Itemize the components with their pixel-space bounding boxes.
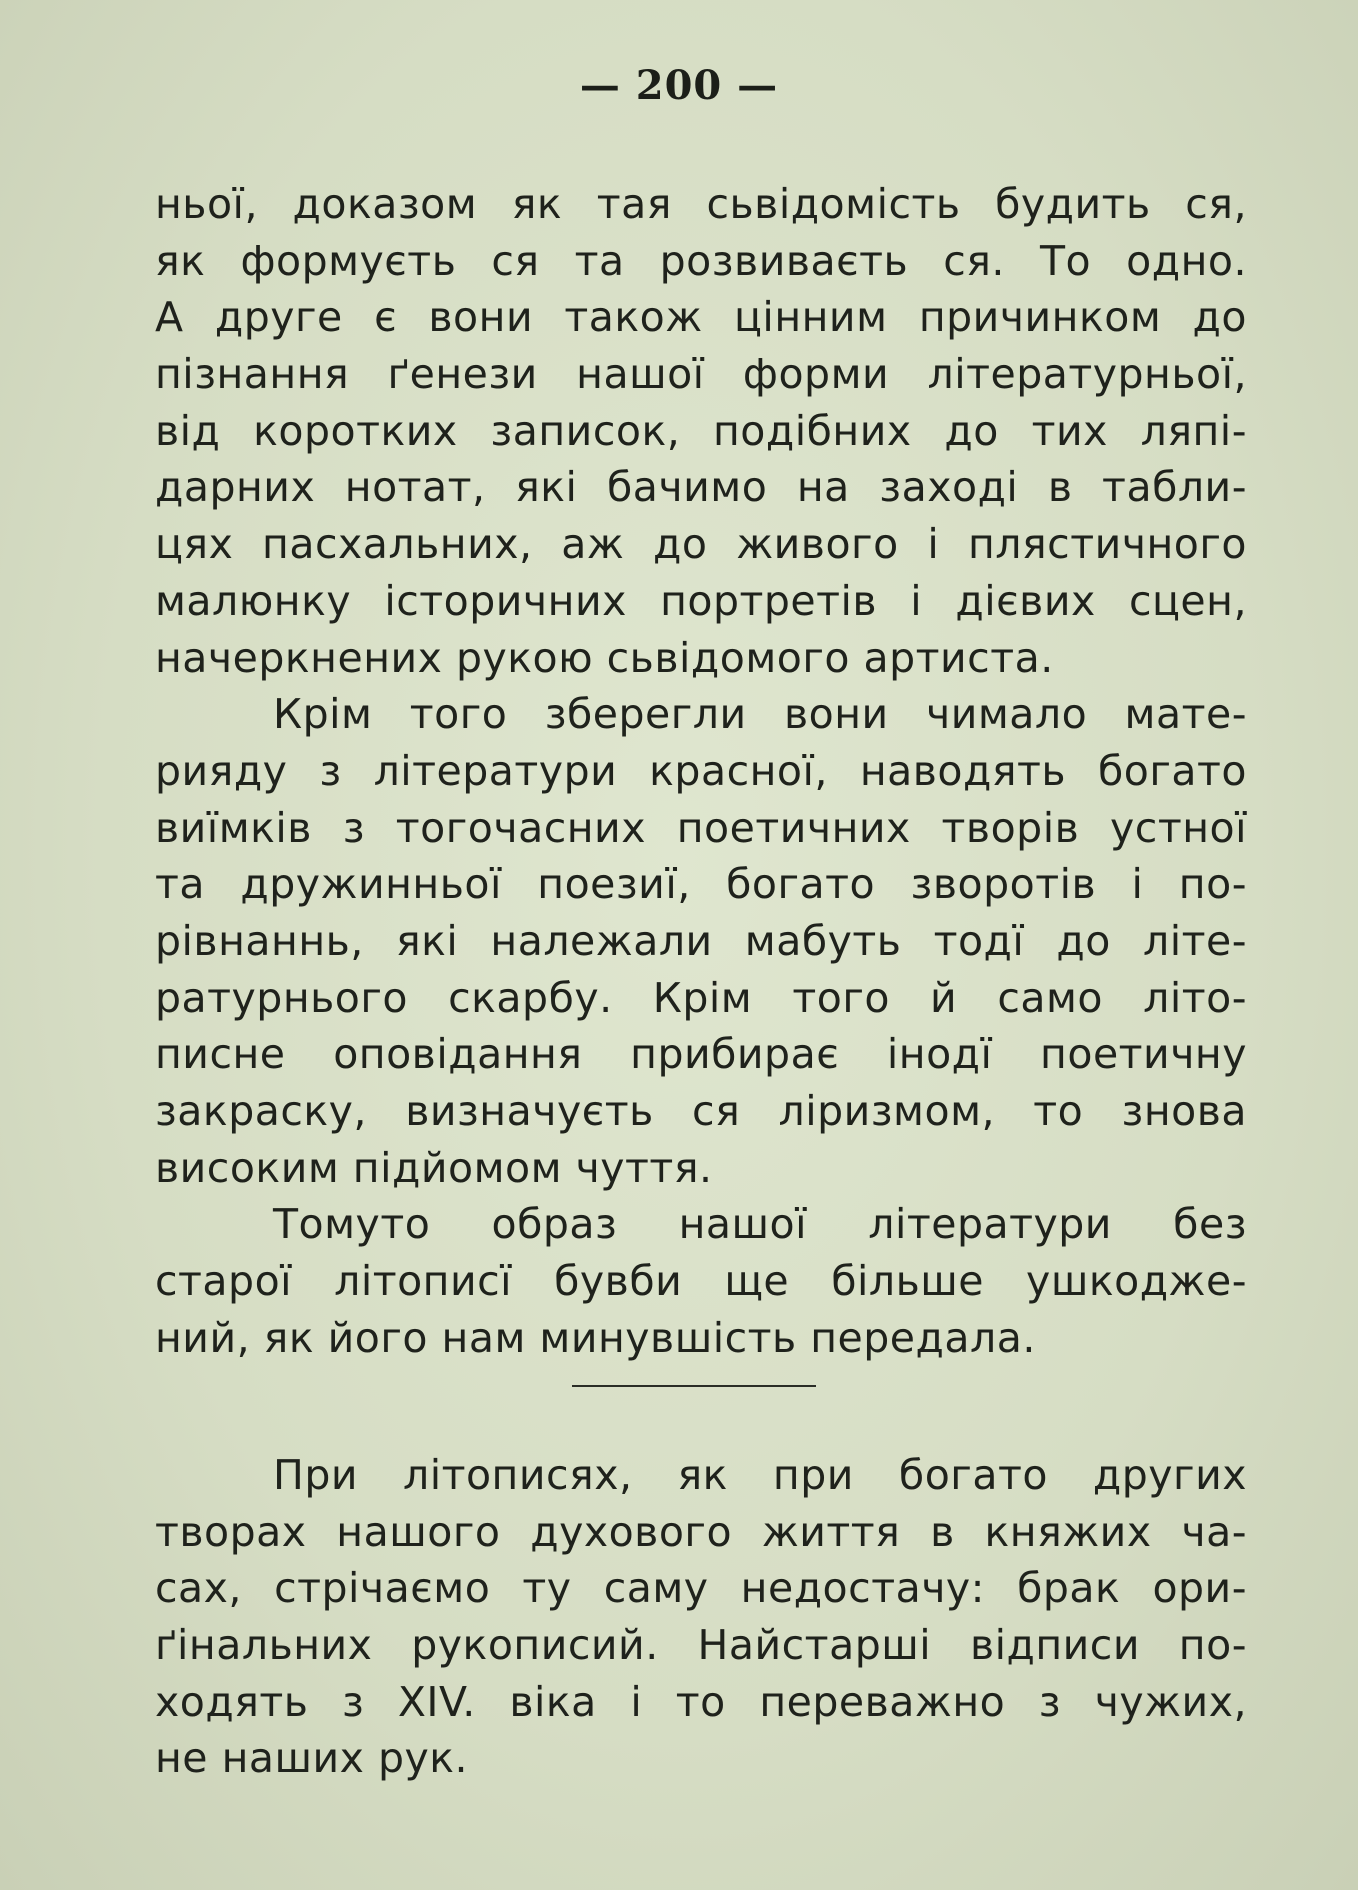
text-line: старої літописї бувби ще більше ушкодже- bbox=[155, 1257, 1247, 1306]
text-line: ньої, доказом як тая сьвідомість будить ся, bbox=[155, 180, 1247, 228]
paragraph bbox=[155, 176, 1247, 686]
text-line: пізнання ґенези нашої форми літературньої, bbox=[155, 350, 1247, 399]
text-line: писне оповідання прибирає інодї поетичну bbox=[155, 1030, 1247, 1079]
text-line: закраску, визначуєть ся ліризмом, то знова bbox=[155, 1087, 1247, 1135]
text-line: А друге є вони також цінним причинком до bbox=[155, 293, 1247, 342]
text-line: малюнку історичних портретів і дієвих сцен, bbox=[155, 576, 1247, 625]
text-line: ходять з XIV. віка і то переважно з чужих, bbox=[155, 1677, 1247, 1726]
text-line: високим підйомом чуття. bbox=[155, 1143, 713, 1192]
text-line: сах, стрічаємо ту саму недостачу: брак ори- bbox=[155, 1564, 1247, 1613]
text-line: рияду з літератури красної, наводять богато bbox=[155, 746, 1247, 795]
text-line: Крім того зберегли вони чимало мате- bbox=[273, 690, 1247, 739]
text-line: виїмків з тогочасних поетичних творів устної bbox=[155, 803, 1247, 852]
text-line: ний, як його нам минувшість передала. bbox=[155, 1313, 1036, 1362]
text-line: не наших рук. bbox=[155, 1734, 469, 1783]
paragraph bbox=[155, 1447, 1247, 1787]
text-line: від коротких записок, подібних до тих ляпі- bbox=[155, 406, 1247, 455]
text-line: цях пасхальних, аж до живого і плястичного bbox=[155, 520, 1247, 569]
text-line: як формуєть ся та розвиваєть ся. То одно. bbox=[155, 236, 1247, 285]
text-line: рівнаннь, які належали мабуть тодї до літе- bbox=[155, 916, 1247, 965]
text-line: ґінальних рукописий. Найстарші відписи по- bbox=[155, 1621, 1247, 1670]
text-line: начеркнених рукою сьвідомого артиста. bbox=[155, 633, 1054, 682]
text-line: та дружинньої поезиї, богато зворотів і по- bbox=[155, 860, 1247, 909]
section-divider bbox=[572, 1385, 816, 1387]
text-line: ратурнього скарбу. Крім того й само літо- bbox=[155, 973, 1247, 1022]
text-line: При літописях, як при богато других bbox=[273, 1451, 1247, 1499]
paragraph bbox=[155, 686, 1247, 1196]
text-after-separator bbox=[155, 1447, 1247, 1787]
text-before-separator bbox=[155, 176, 1247, 1366]
page-number: — 200 — bbox=[579, 62, 779, 109]
text-line: творах нашого духового життя в княжих ча- bbox=[155, 1507, 1247, 1556]
paragraph bbox=[155, 1196, 1247, 1366]
text-line: Томуто образ нашої літератури без bbox=[273, 1200, 1247, 1249]
text-line: дарних нотат, які бачимо на заході в табли- bbox=[155, 463, 1247, 512]
